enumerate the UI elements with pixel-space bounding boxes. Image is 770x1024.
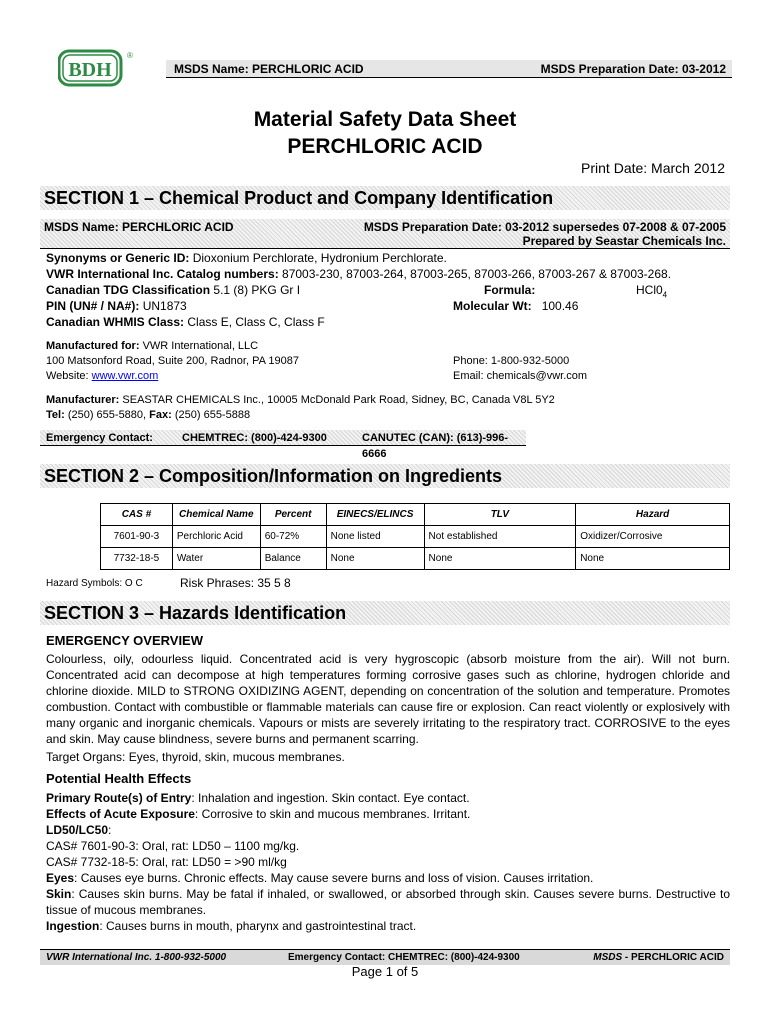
canutec: CANUTEC (CAN): (613)-996-6666 — [362, 432, 509, 460]
pin-line: PIN (UN# / NA#): UN1873 — [46, 299, 187, 313]
ld50-line-1: CAS# 7601-90-3: Oral, rat: LD50 – 1100 mg/kg. — [46, 839, 300, 853]
footer-msds: MSDS - PERCHLORIC ACID — [593, 952, 724, 963]
target-organs: Target Organs: Eyes, thyroid, skin, mucous membranes. — [46, 750, 345, 764]
section1-id-strip — [40, 219, 730, 249]
s1-msds-name: MSDS Name: PERCHLORIC ACID — [44, 220, 234, 234]
website-link[interactable]: www.vwr.com — [91, 370, 159, 382]
eyes-effects: Eyes: Causes eye burns. Chronic effects. May cause severe burns and loss of vision. Causes irritation. — [46, 871, 594, 885]
s1-prep-line2: Prepared by Seastar Chemicals Inc. — [522, 234, 726, 248]
tel-fax-line: Tel: (250) 655-5880, Fax: (250) 655-5888 — [46, 409, 251, 421]
risk-phrases: Risk Phrases: 35 5 8 — [180, 576, 291, 590]
ld50-line-2: CAS# 7732-18-5: Oral, rat: LD50 = >90 ml/kg — [46, 855, 287, 869]
section1-heading: SECTION 1 – Chemical Product and Company Identification — [40, 186, 730, 210]
header-prep-date: MSDS Preparation Date: 03-2012 — [540, 62, 726, 76]
col-tlv: TLV — [424, 504, 576, 526]
s1-prep-line1: MSDS Preparation Date: 03-2012 supersedes 07-2008 & 07-2005 — [363, 220, 726, 234]
footer-emergency: Emergency Contact: CHEMTREC: (800)-424-9300 — [288, 952, 520, 963]
hazard-symbols: Hazard Symbols: O C — [46, 578, 143, 589]
print-date: Print Date: March 2012 — [581, 160, 725, 176]
primary-route: Primary Route(s) of Entry: Inhalation and ingestion. Skin contact. Eye contact. — [46, 791, 470, 805]
table-row: 7601-90-3 Perchloric Acid 60-72% None listed Not established Oxidizer/Corrosive — [101, 526, 730, 548]
ingestion-effects: Ingestion: Causes burns in mouth, pharynx and gastrointestinal tract. — [46, 919, 417, 933]
emergency-contact-strip — [40, 430, 526, 460]
skin-effects: Skin: Causes skin burns. May be fatal if inhaled, or swallowed, or absorbed through skin. Causes severe burns. Destructive to tissue of mucous membranes. — [46, 887, 730, 917]
email: Email: chemicals@vwr.com — [453, 370, 588, 382]
formula-value: $HCl0_4$ — [636, 283, 668, 300]
emergency-overview-text: Colourless, oily, odourless liquid. Concentrated acid is very hygroscopic (absorb moisture from the air). Will not burn. Concentrated acid can decompose at high temperatures forming corrosive gases such as chlorine, hydrogen chloride and chlorine dioxide. MILD to STRONG OXIDIZING AGENT, depending on concentration of the solution and temperature. Promotes combustion. Contact with combustible or flammable materials can cause fire or explosion. Can react violently or explosively with many organic and inorganic chemicals. Vapours or mists are severely irritating to the respiratory tract. CORROSIVE to the eyes and skin. May cause blindness, severe burns and permanent scarring. — [46, 652, 730, 746]
footer-vwr: VWR International Inc. 1-800-932-5000 — [46, 952, 227, 963]
emergency-label: Emergency Contact: — [46, 432, 153, 444]
synonyms-line: Synonyms or Generic ID: Dioxonium Perchlorate, Hydronium Perchlorate. — [46, 251, 447, 265]
col-cas: CAS # — [101, 504, 173, 526]
website-line: Website: www.vwr.com — [46, 370, 159, 382]
phone: Phone: 1-800-932-5000 — [453, 355, 570, 367]
document-subtitle: PERCHLORIC ACID — [287, 135, 483, 158]
postal-code: V8L 5Y2 — [513, 394, 555, 406]
vwr-catalog-line: VWR International Inc. Catalog numbers: 87003-230, 87003-264, 87003-265, 87003-266, 87003-267 & 87003-268. — [46, 267, 672, 281]
col-chemical-name: Chemical Name — [172, 504, 260, 526]
chemtrec: CHEMTREC: (800)-424-9300 — [182, 432, 327, 444]
whmis-line: Canadian WHMIS Class: Class E, Class C, Class F — [46, 315, 325, 329]
manufactured-for: Manufactured for: VWR International, LLC — [46, 340, 259, 352]
col-hazard: Hazard — [576, 504, 730, 526]
footer-bar — [40, 949, 730, 965]
page-number: Page 1 of 5 — [351, 964, 419, 979]
formula-label: Formula: — [484, 283, 536, 297]
molecular-weight: Molecular Wt: 100.46 — [453, 299, 579, 313]
col-percent: Percent — [260, 504, 326, 526]
logo-text: BDH — [68, 59, 112, 81]
potential-health-effects-title: Potential Health Effects — [46, 771, 192, 786]
tdg-line: Canadian TDG Classification 5.1 (8) PKG Gr I — [46, 283, 301, 297]
emergency-overview-title: EMERGENCY OVERVIEW — [46, 633, 203, 648]
table-header-row — [101, 504, 730, 526]
manufacturer-line: Manufacturer: SEASTAR CHEMICALS Inc., 10005 McDonald Park Road, Sidney, BC, Canada — [46, 394, 511, 406]
col-einecs: EINECS/ELINCS — [326, 504, 424, 526]
svg-text:®: ® — [127, 51, 133, 60]
acute-exposure: Effects of Acute Exposure: Corrosive to skin and mucous membranes. Irritant. — [46, 807, 471, 821]
section3-heading: SECTION 3 – Hazards Identification — [40, 601, 730, 625]
ld50-title: LD50/LC50: — [46, 823, 112, 837]
document-title: Material Safety Data Sheet — [253, 108, 517, 131]
composition-table — [100, 503, 730, 570]
header-msds-name: MSDS Name: PERCHLORIC ACID — [174, 62, 364, 76]
table-row: 7732-18-5 Water Balance None None None — [101, 548, 730, 570]
mfr-address: 100 Matsonford Road, Suite 200, Radnor, PA 19087 — [46, 355, 299, 367]
bdh-logo — [58, 48, 134, 88]
header-bar — [166, 60, 732, 78]
section2-heading: SECTION 2 – Composition/Information on Ingredients — [40, 464, 730, 488]
